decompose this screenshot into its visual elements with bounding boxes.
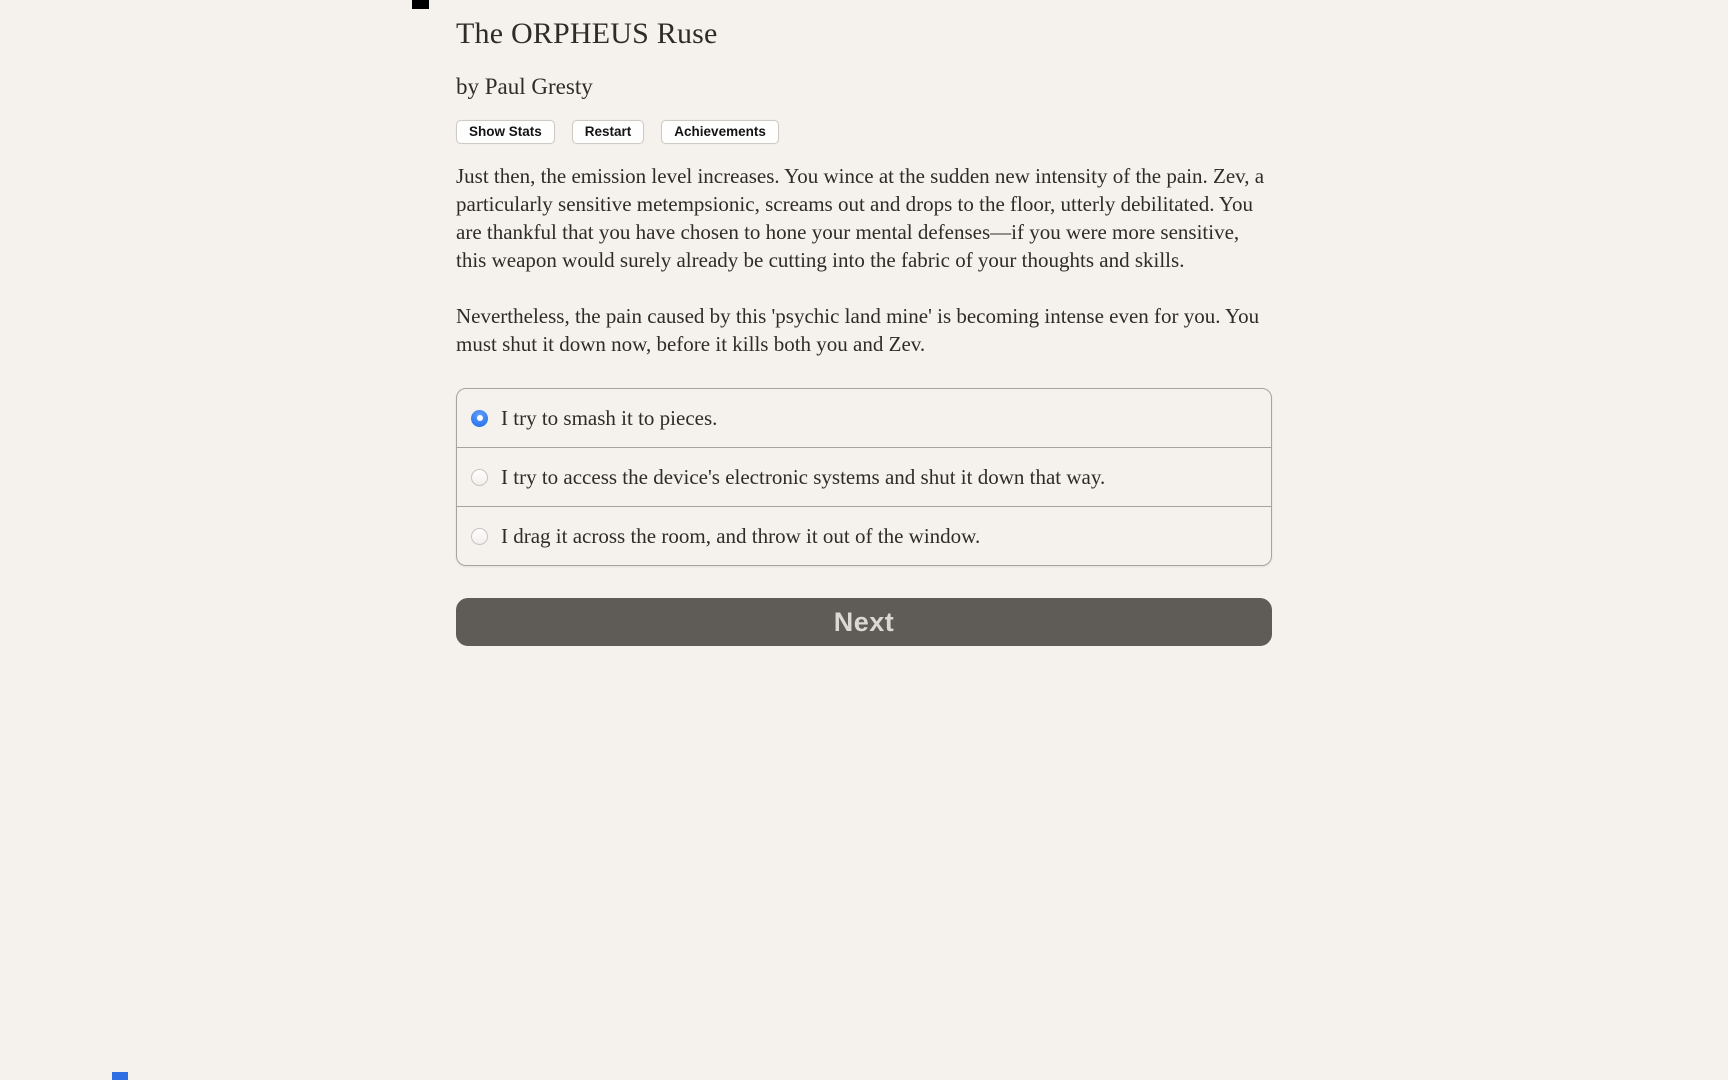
radio-selected-icon[interactable] xyxy=(471,410,488,427)
show-stats-button[interactable]: Show Stats xyxy=(456,120,555,144)
next-button[interactable]: Next xyxy=(456,598,1272,646)
screen-artifact-bottom xyxy=(112,1072,128,1080)
achievements-button[interactable]: Achievements xyxy=(661,120,779,144)
story-paragraph-2: Nevertheless, the pain caused by this 'psychic land mine' is becoming intense even for you. You must shut it down now, before it kills both you and Zev. xyxy=(456,304,1260,356)
choice-option-1-label: I try to smash it to pieces. xyxy=(501,406,718,430)
page-title: The ORPHEUS Ruse xyxy=(456,17,718,50)
radio-unselected-icon[interactable] xyxy=(471,528,488,545)
screen-artifact-top xyxy=(412,0,429,9)
radio-unselected-icon[interactable] xyxy=(471,469,488,486)
choice-option-2[interactable] xyxy=(457,447,1271,506)
restart-button[interactable]: Restart xyxy=(572,120,645,144)
toolbar xyxy=(456,120,1272,144)
choice-option-3-label: I drag it across the room, and throw it out of the window. xyxy=(501,524,981,548)
choice-list xyxy=(456,388,1272,566)
story-paragraph-1: Just then, the emission level increases. You wince at the sudden new intensity of the pain. Zev, a particularly sensitive metempsionic, screams out and drops to the floor, utterly debilitated. You are thankful that you have chosen to hone your mental defenses—if you were more sensitive, this weapon would surely already be cutting into the fabric of your thoughts and skills. xyxy=(456,164,1265,272)
choice-option-3[interactable] xyxy=(457,506,1271,565)
choice-option-2-label: I try to access the device's electronic systems and shut it down that way. xyxy=(501,465,1106,489)
byline: by Paul Gresty xyxy=(456,74,593,99)
choice-option-1[interactable] xyxy=(457,389,1271,447)
story-page xyxy=(456,0,1272,646)
